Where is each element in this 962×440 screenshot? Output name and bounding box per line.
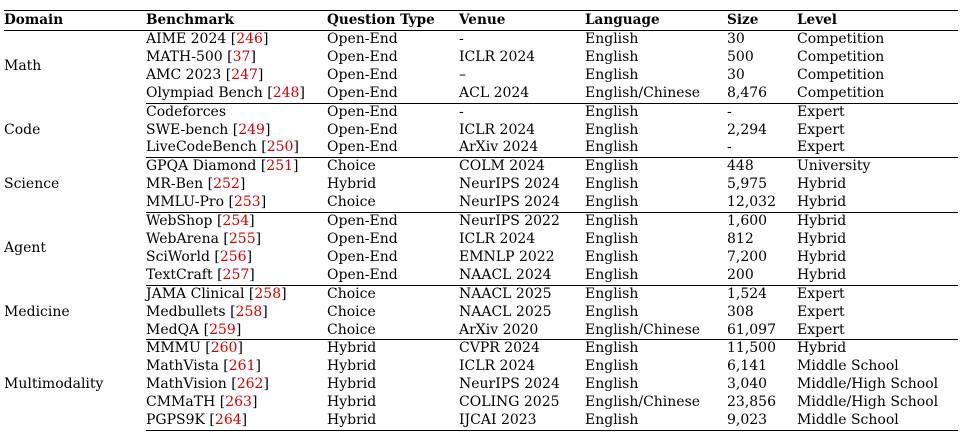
benchmark-cell [146, 49, 327, 67]
question-type-cell: Choice [327, 285, 376, 302]
citation-close-bracket: ] [255, 358, 261, 375]
benchmark-cell [146, 122, 327, 140]
venue-cell: ICLR 2024 [459, 230, 536, 247]
level-cell: Hybrid [797, 213, 847, 230]
citation-link[interactable]: 247 [231, 66, 258, 83]
citation-open-bracket: [ [203, 176, 214, 193]
benchmark-name: Olympiad Bench [146, 84, 263, 101]
citation-open-bracket: [ [212, 266, 223, 283]
size-cell: 1,524 [727, 285, 768, 302]
venue-cell: - [459, 103, 464, 120]
citation-link[interactable]: 256 [219, 248, 247, 265]
domain-cell: Agent [4, 239, 46, 256]
citation-open-bracket: [ [226, 31, 237, 47]
question-type-cell: Choice [327, 158, 376, 175]
question-type-cell: Open-End [327, 213, 398, 230]
size-cell: 23,856 [727, 394, 776, 411]
citation-open-bracket: [ [226, 376, 237, 393]
citation-close-bracket: ] [249, 213, 255, 230]
table-row [4, 304, 958, 322]
citation-close-bracket: ] [251, 394, 258, 411]
language-cell: English [585, 176, 639, 193]
benchmark-cell [146, 394, 327, 412]
citation-close-bracket: ] [262, 303, 268, 320]
level-cell: Middle/High School [797, 376, 939, 393]
size-cell: - [727, 139, 797, 157]
citation-close-bracket: ] [263, 376, 269, 393]
benchmark-cell [146, 158, 327, 176]
language-cell: English/Chinese [585, 85, 727, 103]
language-cell: English [585, 121, 639, 138]
venue-cell: ACL 2024 [459, 85, 585, 103]
table-row [4, 412, 958, 430]
citation-close-bracket: ] [235, 321, 242, 338]
size-cell: 3,040 [727, 376, 768, 393]
benchmark-cell [146, 139, 327, 157]
citation-open-bracket: [ [204, 412, 215, 429]
citation-close-bracket: ] [237, 340, 243, 357]
level-cell: Competition [797, 48, 885, 65]
benchmark-name: MR-Ben [146, 176, 204, 193]
citation-link[interactable]: 258 [235, 303, 263, 320]
language-cell: English [585, 248, 639, 265]
benchmark-cell [146, 231, 327, 249]
citation-close-bracket: ] [246, 248, 253, 265]
size-cell: 30 [727, 31, 745, 47]
header-language: Language [585, 11, 727, 31]
benchmark-cell [146, 194, 327, 212]
benchmark-name: GPQA Diamond [146, 158, 257, 175]
level-cell: Expert [797, 139, 958, 157]
question-type-cell: Choice [327, 322, 459, 340]
benchmark-name: WebShop [146, 213, 213, 230]
citation-close-bracket: ] [250, 48, 256, 65]
citation-close-bracket: ] [262, 31, 269, 47]
question-type-cell: Choice [327, 303, 376, 320]
question-type-cell: Open-End [327, 85, 459, 103]
benchmark-name: AMC 2023 [146, 66, 222, 83]
venue-cell: COLM 2024 [459, 158, 545, 175]
citation-close-bracket: ] [241, 412, 248, 429]
size-cell: 5,975 [727, 176, 768, 193]
benchmark-name: Medbullets [146, 303, 226, 320]
citation-link[interactable]: 255 [228, 230, 256, 247]
table-row [4, 249, 958, 267]
benchmark-name: AIME 2024 [146, 31, 227, 47]
header-size: Size [727, 11, 797, 31]
benchmark-name: SciWorld [146, 248, 210, 265]
benchmark-cell [146, 67, 327, 85]
table-row [4, 285, 958, 303]
table-row [4, 158, 958, 176]
table-row [4, 103, 958, 121]
size-cell: 11,500 [727, 340, 776, 357]
benchmark-name: CMMaTH [146, 394, 216, 411]
citation-link[interactable]: 262 [236, 376, 264, 393]
table-row [4, 213, 958, 231]
citation-close-bracket: ] [255, 230, 262, 247]
citation-link[interactable]: 248 [272, 84, 300, 101]
size-cell: 200 [727, 267, 797, 285]
size-cell: 500 [727, 48, 754, 65]
benchmark-cell [146, 304, 327, 322]
citation-open-bracket: [ [222, 48, 233, 65]
language-cell: English [585, 48, 639, 65]
venue-cell: – [459, 66, 466, 83]
benchmark-name: PGPS9K [146, 412, 205, 429]
table-row [4, 358, 958, 376]
language-cell: English [585, 103, 639, 120]
benchmark-name: TextCraft [146, 266, 213, 283]
header-level: Level [797, 11, 958, 31]
benchmark-cell [146, 213, 327, 231]
citation-close-bracket: ] [293, 158, 299, 175]
citation-close-bracket: ] [260, 194, 267, 211]
venue-cell: NeurIPS 2024 [459, 194, 585, 212]
citation-open-bracket: [ [209, 248, 220, 265]
citation-link[interactable]: 259 [209, 321, 236, 338]
benchmark-name: MathVision [146, 376, 227, 393]
table-row [4, 194, 958, 212]
level-cell: Expert [797, 103, 845, 120]
domain-cell: Code [4, 121, 41, 138]
table-row [4, 340, 958, 358]
language-cell: English/Chinese [585, 322, 727, 340]
table-row [4, 122, 958, 140]
level-cell: Competition [797, 66, 885, 83]
level-cell: Middle School [797, 412, 958, 430]
citation-link[interactable]: 252 [213, 176, 240, 193]
question-type-cell: Open-End [327, 267, 459, 285]
size-cell: 30 [727, 66, 745, 83]
size-cell: 9,023 [727, 412, 797, 430]
table-row [4, 267, 958, 285]
citation-open-bracket: [ [215, 394, 226, 411]
benchmark-cell [146, 103, 327, 121]
benchmark-cell [146, 412, 327, 430]
size-cell: 2,294 [727, 121, 768, 138]
question-type-cell: Open-End [327, 31, 398, 47]
language-cell: English [585, 213, 639, 230]
level-cell: Hybrid [797, 230, 847, 247]
benchmark-cell [146, 31, 327, 49]
question-type-cell: Hybrid [327, 358, 377, 375]
citation-close-bracket: ] [239, 176, 246, 193]
venue-cell: NeurIPS 2024 [459, 376, 560, 393]
citation-open-bracket: [ [218, 230, 229, 247]
table-row [4, 85, 958, 103]
level-cell: Middle/High School [797, 394, 939, 411]
venue-cell: NeurIPS 2024 [459, 176, 560, 193]
question-type-cell: Open-End [327, 66, 398, 83]
language-cell: English [585, 66, 639, 83]
language-cell: English [585, 31, 639, 47]
venue-cell: NAACL 2025 [459, 303, 552, 320]
venue-cell: NAACL 2025 [459, 285, 552, 302]
question-type-cell: Hybrid [327, 394, 377, 411]
venue-cell: NAACL 2024 [459, 267, 585, 285]
header-venue: Venue [459, 11, 585, 31]
language-cell: English [585, 358, 639, 375]
size-cell: - [727, 103, 732, 120]
citation-link[interactable]: 37 [232, 48, 251, 65]
venue-cell: COLING 2025 [459, 394, 560, 411]
language-cell: English [585, 267, 727, 285]
table-row [4, 139, 958, 157]
benchmark-name: MedQA [146, 321, 200, 338]
table-body [4, 31, 958, 431]
domain-cell: Medicine [4, 303, 70, 320]
size-cell: 7,200 [727, 248, 768, 265]
table-row [4, 376, 958, 394]
language-cell: English [585, 340, 639, 357]
citation-link[interactable]: 253 [233, 194, 261, 211]
language-cell: English [585, 303, 639, 320]
language-cell: English [585, 376, 639, 393]
venue-cell: ICLR 2024 [459, 48, 536, 65]
benchmark-cell [146, 285, 327, 303]
venue-cell: ArXiv 2020 [459, 322, 585, 340]
benchmark-name: JAMA Clinical [146, 285, 245, 302]
citation-open-bracket: [ [200, 340, 211, 357]
level-cell: Hybrid [797, 267, 958, 285]
citation-open-bracket: [ [262, 84, 273, 101]
benchmark-cell [146, 249, 327, 267]
question-type-cell: Hybrid [327, 376, 377, 393]
question-type-cell: Open-End [327, 248, 398, 265]
citation-link[interactable]: 260 [210, 340, 238, 357]
benchmark-cell [146, 176, 327, 194]
citation-close-bracket: ] [281, 285, 287, 302]
venue-cell: ICLR 2024 [459, 358, 536, 375]
table-row [4, 67, 958, 85]
citation-close-bracket: ] [299, 84, 305, 101]
question-type-cell: Open-End [327, 48, 398, 65]
citation-link[interactable]: 258 [254, 285, 282, 302]
level-cell: Hybrid [797, 340, 847, 357]
citation-link[interactable]: 251 [266, 158, 294, 175]
benchmark-table [4, 10, 958, 431]
level-cell: Competition [797, 31, 885, 47]
citation-link[interactable]: 250 [266, 139, 294, 156]
domain-cell: Multimodality [4, 376, 104, 393]
header-row [4, 11, 958, 31]
size-cell: 12,032 [727, 194, 797, 212]
question-type-cell: Open-End [327, 121, 398, 138]
table-row [4, 31, 958, 49]
citation-open-bracket: [ [256, 139, 267, 156]
venue-cell: IJCAI 2023 [459, 412, 585, 430]
citation-open-bracket: [ [256, 158, 267, 175]
citation-close-bracket: ] [257, 66, 264, 83]
language-cell: English/Chinese [585, 394, 701, 411]
level-cell: Expert [797, 303, 845, 320]
question-type-cell: Hybrid [327, 340, 377, 357]
question-type-cell: Choice [327, 194, 459, 212]
level-cell: Expert [797, 322, 958, 340]
question-type-cell: Hybrid [327, 412, 459, 430]
venue-cell: CVPR 2024 [459, 340, 540, 357]
benchmark-cell [146, 340, 327, 358]
language-cell: English [585, 158, 639, 175]
citation-open-bracket: [ [199, 321, 210, 338]
citation-open-bracket: [ [244, 285, 255, 302]
benchmark-cell [146, 267, 327, 285]
citation-open-bracket: [ [221, 66, 232, 83]
language-cell: English [585, 412, 727, 430]
citation-open-bracket: [ [212, 213, 223, 230]
table-row [4, 394, 958, 412]
citation-link[interactable]: 264 [214, 412, 242, 429]
question-type-cell: Open-End [327, 230, 398, 247]
citation-close-bracket: ] [264, 121, 271, 138]
size-cell: 308 [727, 303, 754, 320]
benchmark-name: WebArena [146, 230, 219, 247]
language-cell: English [585, 139, 727, 157]
size-cell: 1,600 [727, 213, 768, 230]
benchmark-name: MMLU-Pro [146, 194, 225, 211]
benchmark-name: SWE-bench [146, 121, 229, 138]
venue-cell: EMNLP 2022 [459, 248, 555, 265]
venue-cell: NeurIPS 2022 [459, 213, 560, 230]
table-row [4, 322, 958, 340]
citation-link[interactable]: 254 [222, 213, 250, 230]
domain-cell: Science [4, 176, 60, 193]
citation-link[interactable]: 257 [222, 266, 250, 283]
level-cell: Hybrid [797, 176, 847, 193]
level-cell: University [797, 158, 871, 175]
domain-cell: Math [4, 58, 42, 75]
table-row [4, 49, 958, 67]
size-cell: 448 [727, 158, 754, 175]
language-cell: English [585, 285, 639, 302]
level-cell: Expert [797, 285, 845, 302]
benchmark-cell [146, 358, 327, 376]
level-cell: Middle School [797, 358, 899, 375]
benchmark-name: MathVista [146, 358, 219, 375]
header-benchmark: Benchmark [146, 11, 327, 31]
language-cell: English [585, 194, 727, 212]
level-cell: Hybrid [797, 248, 847, 265]
citation-link[interactable]: 261 [228, 358, 256, 375]
citation-close-bracket: ] [249, 266, 255, 283]
table-row [4, 176, 958, 194]
benchmark-cell [146, 322, 327, 340]
question-type-cell: Open-End [327, 103, 398, 120]
citation-link[interactable]: 263 [225, 394, 252, 411]
level-cell: Hybrid [797, 194, 958, 212]
size-cell: 8,476 [727, 85, 797, 103]
citation-link[interactable]: 246 [236, 31, 263, 47]
citation-open-bracket: [ [228, 121, 239, 138]
language-cell: English [585, 230, 639, 247]
venue-cell: ArXiv 2024 [459, 139, 585, 157]
size-cell: 6,141 [727, 358, 768, 375]
question-type-cell: Open-End [327, 139, 459, 157]
citation-link[interactable]: 249 [238, 121, 265, 138]
citation-open-bracket: [ [225, 303, 236, 320]
table-row [4, 231, 958, 249]
level-cell: Expert [797, 121, 845, 138]
citation-open-bracket: [ [224, 194, 234, 211]
benchmark-name: MMMU [146, 340, 201, 357]
level-cell: Competition [797, 85, 958, 103]
benchmark-cell [146, 85, 327, 103]
citation-close-bracket: ] [293, 139, 299, 156]
size-cell: 61,097 [727, 322, 797, 340]
benchmark-name: LiveCodeBench [146, 139, 257, 156]
venue-cell: - [459, 31, 464, 47]
venue-cell: ICLR 2024 [459, 121, 536, 138]
citation-open-bracket: [ [218, 358, 229, 375]
benchmark-cell [146, 376, 327, 394]
size-cell: 812 [727, 230, 754, 247]
benchmark-name: Codeforces [146, 103, 227, 120]
header-question-type: Question Type [327, 11, 459, 31]
header-domain: Domain [4, 11, 146, 31]
benchmark-name: MATH-500 [146, 48, 223, 65]
question-type-cell: Hybrid [327, 176, 377, 193]
